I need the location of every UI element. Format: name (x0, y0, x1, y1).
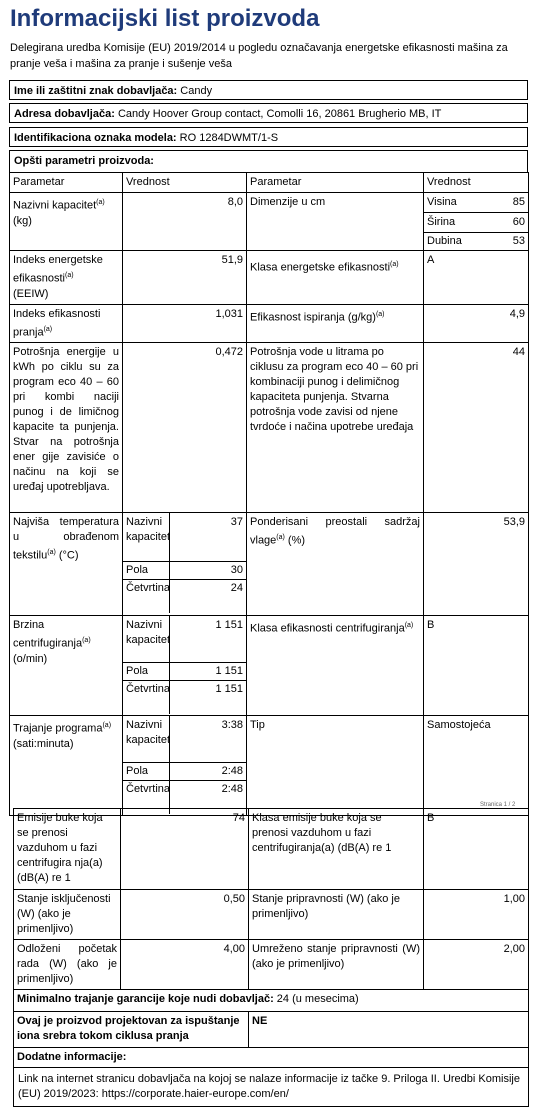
table-row (10, 616, 529, 716)
spin-speed-label: Brzina centrifugiranja$^{(a)}$ (o/min) (10, 616, 123, 716)
depth-label: Dubina (427, 235, 462, 247)
energy-class-label: Klasa energetske efikasnosti$^{(a)}$ (247, 251, 424, 305)
spin-rated-value: 1 151 (169, 616, 246, 662)
temp-rated-label: Nazivni kapacitet (123, 513, 169, 561)
table-row (10, 251, 529, 305)
warranty-row (14, 990, 529, 1012)
temperature-label: Najviša temperatura u obrađenom tekstilu$^{(a)}$ (°C) (10, 513, 123, 616)
dur-rated-value: 3:38 (169, 716, 246, 762)
wash-index-label: Indeks efikasnosti pranja$^{(a)}$ (10, 304, 123, 343)
duration-subtable (123, 716, 246, 814)
capacity-label: Nazivni kapacitet$^{(a)}$ (kg) (10, 193, 123, 251)
page-title: Informacijski list proizvoda (10, 5, 320, 32)
params-table-page2 (13, 808, 529, 1107)
dur-rated-label: Nazivni kapacitet (123, 716, 169, 762)
warranty-label: Minimalno trajanje garancije koje nudi dobavljač: (17, 993, 274, 1005)
additional-info-text-row (14, 1068, 529, 1107)
dimensions-subtable (424, 193, 528, 250)
table-row (14, 809, 529, 890)
supplier-label: Ime ili zaštitni znak dobavljača: (14, 85, 178, 97)
energy-class-value: A (424, 251, 529, 305)
table-row (14, 890, 529, 940)
network-standby-label: Umreženo stanje pripravnosti (W) (ako je primenljivo) (249, 940, 424, 990)
spin-class-label: Klasa efikasnosti centrifugiranja$^{(a)}$ (247, 616, 424, 716)
type-label: Tip (247, 716, 424, 816)
water-consumption-value: 44 (424, 343, 529, 513)
duration-label: Trajanje programa$^{(a)}$ (sati:minuta) (10, 716, 123, 816)
address-label: Adresa dobavljača: (14, 108, 115, 120)
silver-row (14, 1012, 529, 1048)
table-row (14, 940, 529, 990)
spin-quarter-value: 1 151 (215, 682, 243, 695)
energy-consumption-label: Potrošnja energije u kWh po ciklu su za program eco 40 – 60 pri kombi naciji punog i de limičnog kapacite ta punjenja. Stvar na potrošnja ener gije zavisiće o načinu na koji se uređaj upotrebljava. (10, 343, 123, 513)
table-header-row (10, 173, 529, 193)
table-row (10, 343, 529, 513)
table-row (10, 193, 529, 251)
spin-speed-values (123, 616, 247, 716)
moisture-value: 53,9 (424, 513, 529, 616)
delay-start-value: 4,00 (121, 940, 249, 990)
warranty-cell (14, 990, 529, 1012)
model-row (9, 127, 528, 147)
page-footnote: Stranica 1 / 2 (480, 802, 516, 808)
type-value: Samostojeća (424, 716, 529, 816)
table-row (10, 304, 529, 343)
spin-rated-label: Nazivni kapacitet (123, 616, 169, 662)
wash-index-value: 1,031 (123, 304, 247, 343)
eei-label: Indeks energetske efikasnosti$^{(a)}$ (EEIW) (10, 251, 123, 305)
temp-quarter-label: Četvrtina (123, 579, 169, 613)
rinse-value: 4,9 (424, 304, 529, 343)
off-mode-label: Stanje isključenosti (W) (ako je primenljivo) (14, 890, 121, 940)
temp-rated-value: 37 (169, 513, 246, 561)
standby-value: 1,00 (424, 890, 529, 940)
address-value: Candy Hoover Group contact, Comolli 16, 20861 Brugherio MB, IT (117, 108, 442, 120)
temperature-subtable (123, 513, 246, 613)
capacity-value: 8,0 (123, 193, 247, 251)
dimensions-label: Dimenzije u cm (247, 193, 424, 251)
off-mode-value: 0,50 (121, 890, 249, 940)
width-label: Širina (424, 213, 476, 233)
general-params-row (9, 150, 528, 173)
rinse-label: Efikasnost ispiranja $(g/kg)^{(a)}$ (247, 304, 424, 343)
spin-class-value: B (424, 616, 529, 716)
duration-values (123, 716, 247, 816)
energy-consumption-value: 0,472 (123, 343, 247, 513)
network-standby-value: 2,00 (424, 940, 529, 990)
params-table (9, 172, 529, 816)
dur-quarter-value: 2:48 (221, 782, 243, 795)
silver-value: NE (249, 1012, 529, 1048)
noise-label: Emisije buke koja se prenosi vazduhom u fazi centrifugira nja(a) (dB(A) re 1 (14, 809, 121, 890)
standby-label: Stanje pripravnosti (W) (ako je primenljivo) (249, 890, 424, 940)
noise-class-label: Klasa emisije buke koja se prenosi vazduhom u fazi centrifugiranja(a) (dB(A) re 1 (249, 809, 424, 890)
model-label: Identifikaciona oznaka modela: (14, 132, 177, 144)
height-label: Visina (424, 193, 476, 213)
height-value: 85 (476, 193, 528, 213)
model-value: RO 1284DWMT/1-S (179, 132, 279, 144)
noise-value: 74 (121, 809, 249, 890)
additional-info-label: Dodatne informacije: (14, 1048, 529, 1068)
warranty-value: 24 (u mesecima) (276, 993, 359, 1005)
general-params-label: Opšti parametri proizvoda: (14, 155, 154, 167)
supplier-row (9, 80, 528, 100)
spin-quarter-label: Četvrtina (123, 680, 169, 714)
table-row (10, 716, 529, 816)
spin-subtable (123, 616, 246, 714)
silver-label: Ovaj je proizvod projektovan za ispuštanje iona srebra tokom ciklusa pranja (14, 1012, 249, 1048)
header-value-2: Vrednost (424, 173, 529, 193)
temp-half-value: 30 (169, 561, 246, 579)
dimensions-values (424, 193, 529, 251)
width-value: 60 (476, 213, 528, 233)
header-value: Vrednost (123, 173, 247, 193)
spin-half-value: 1 151 (169, 662, 246, 680)
dur-half-value: 2:48 (169, 762, 246, 780)
delay-start-label: Odloženi početak rada (W) (ako je primenljivo) (14, 940, 121, 990)
water-consumption-label: Potrošnja vode u litrama po ciklusu za program eco 40 – 60 pri kombinaciji punog i delimičnog kapaciteta punjenja. Stvarna potrošnja vode zavisi od njene tvrdoće i načina upotrebe uređaja (247, 343, 424, 513)
header-param-2: Parametar (247, 173, 424, 193)
supplier-value: Candy (180, 85, 213, 97)
spin-half-label: Pola (123, 662, 169, 680)
additional-info-text: Link na internet stranicu dobavljača na kojoj se nalaze informacije iz tačke 9. Priloga II. Uredbi Komisije (EU) 2019/2023: https://corporate.haier-europe.com/en/ (14, 1068, 529, 1107)
eei-value: 51,9 (123, 251, 247, 305)
temperature-values (123, 513, 247, 616)
address-row (9, 103, 528, 123)
depth-value: 53 (512, 235, 525, 247)
moisture-label: Ponderisani preostali sadržaj vlage$^{(a)}$ (%) (247, 513, 424, 616)
additional-info-row (14, 1048, 529, 1068)
table-row (10, 513, 529, 616)
dur-half-label: Pola (123, 762, 169, 780)
temp-half-label: Pola (123, 561, 169, 579)
dur-quarter-label: Četvrtina (123, 780, 169, 814)
header-param: Parametar (10, 173, 123, 193)
temp-quarter-value: 24 (230, 581, 243, 594)
noise-class-value: B (424, 809, 529, 890)
page-subtitle: Delegirana uredba Komisije (EU) 2019/2014 u pogledu označavanja energetske efikasnosti mašina za pranje veša i mašina za pranje i sušenje veša (10, 42, 508, 70)
